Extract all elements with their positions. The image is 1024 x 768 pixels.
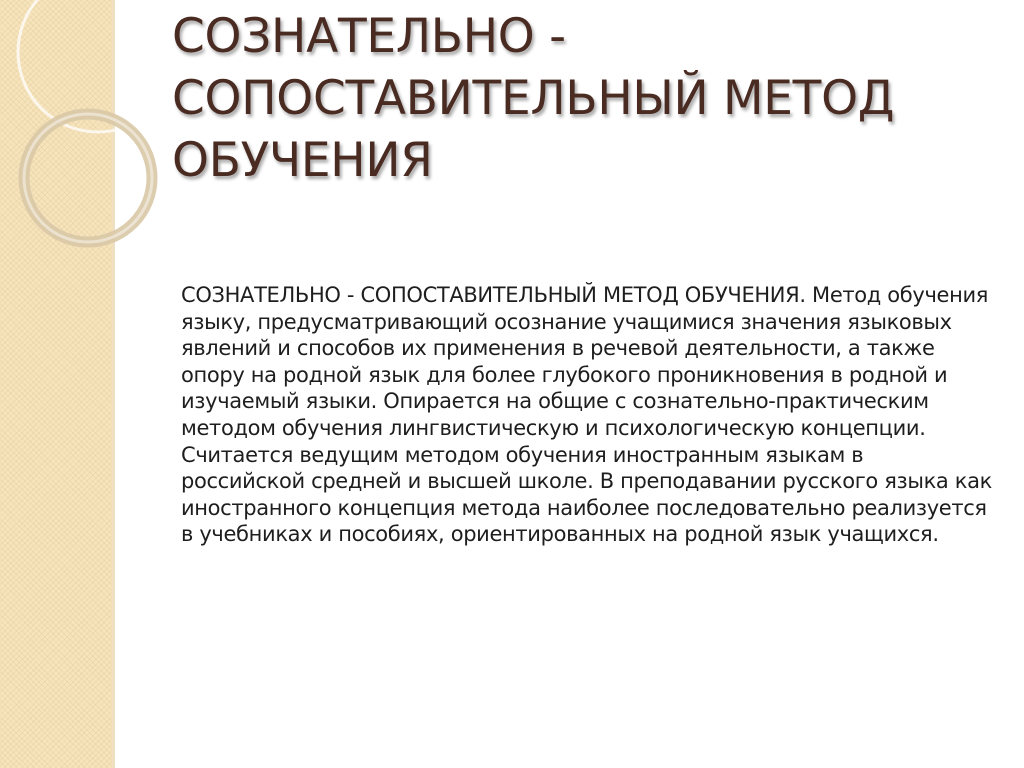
slide-title: СОЗНАТЕЛЬНО - СОПОСТАВИТЕЛЬНЫЙ МЕТОД ОБУЧЕНИЯ — [172, 9, 895, 188]
ring-medium-highlight — [24, 114, 152, 242]
decorative-rings — [0, 0, 160, 260]
slide-body-text: СОЗНАТЕЛЬНО - СОПОСТАВИТЕЛЬНЫЙ МЕТОД ОБУЧЕНИЯ. Метод обучения языку, предусматривающий осознание учащимися значения языковых явлений и способов их применения в речевой деятельности, а также опору на родной язык для более глубокого проникновения в родной и изучаемый языки. Опирается на общие с сознательно-практическим методом обучения лингвистическую и психологическую концепции. Считается ведущим методом обучения иностранным языкам в российской средней и высшей школе. В преподавании русского языка как иностранного концепция метода наиболее последовательно реализуется в учебниках и пособиях, ориентированных на родной язык учащихся. — [181, 283, 992, 547]
